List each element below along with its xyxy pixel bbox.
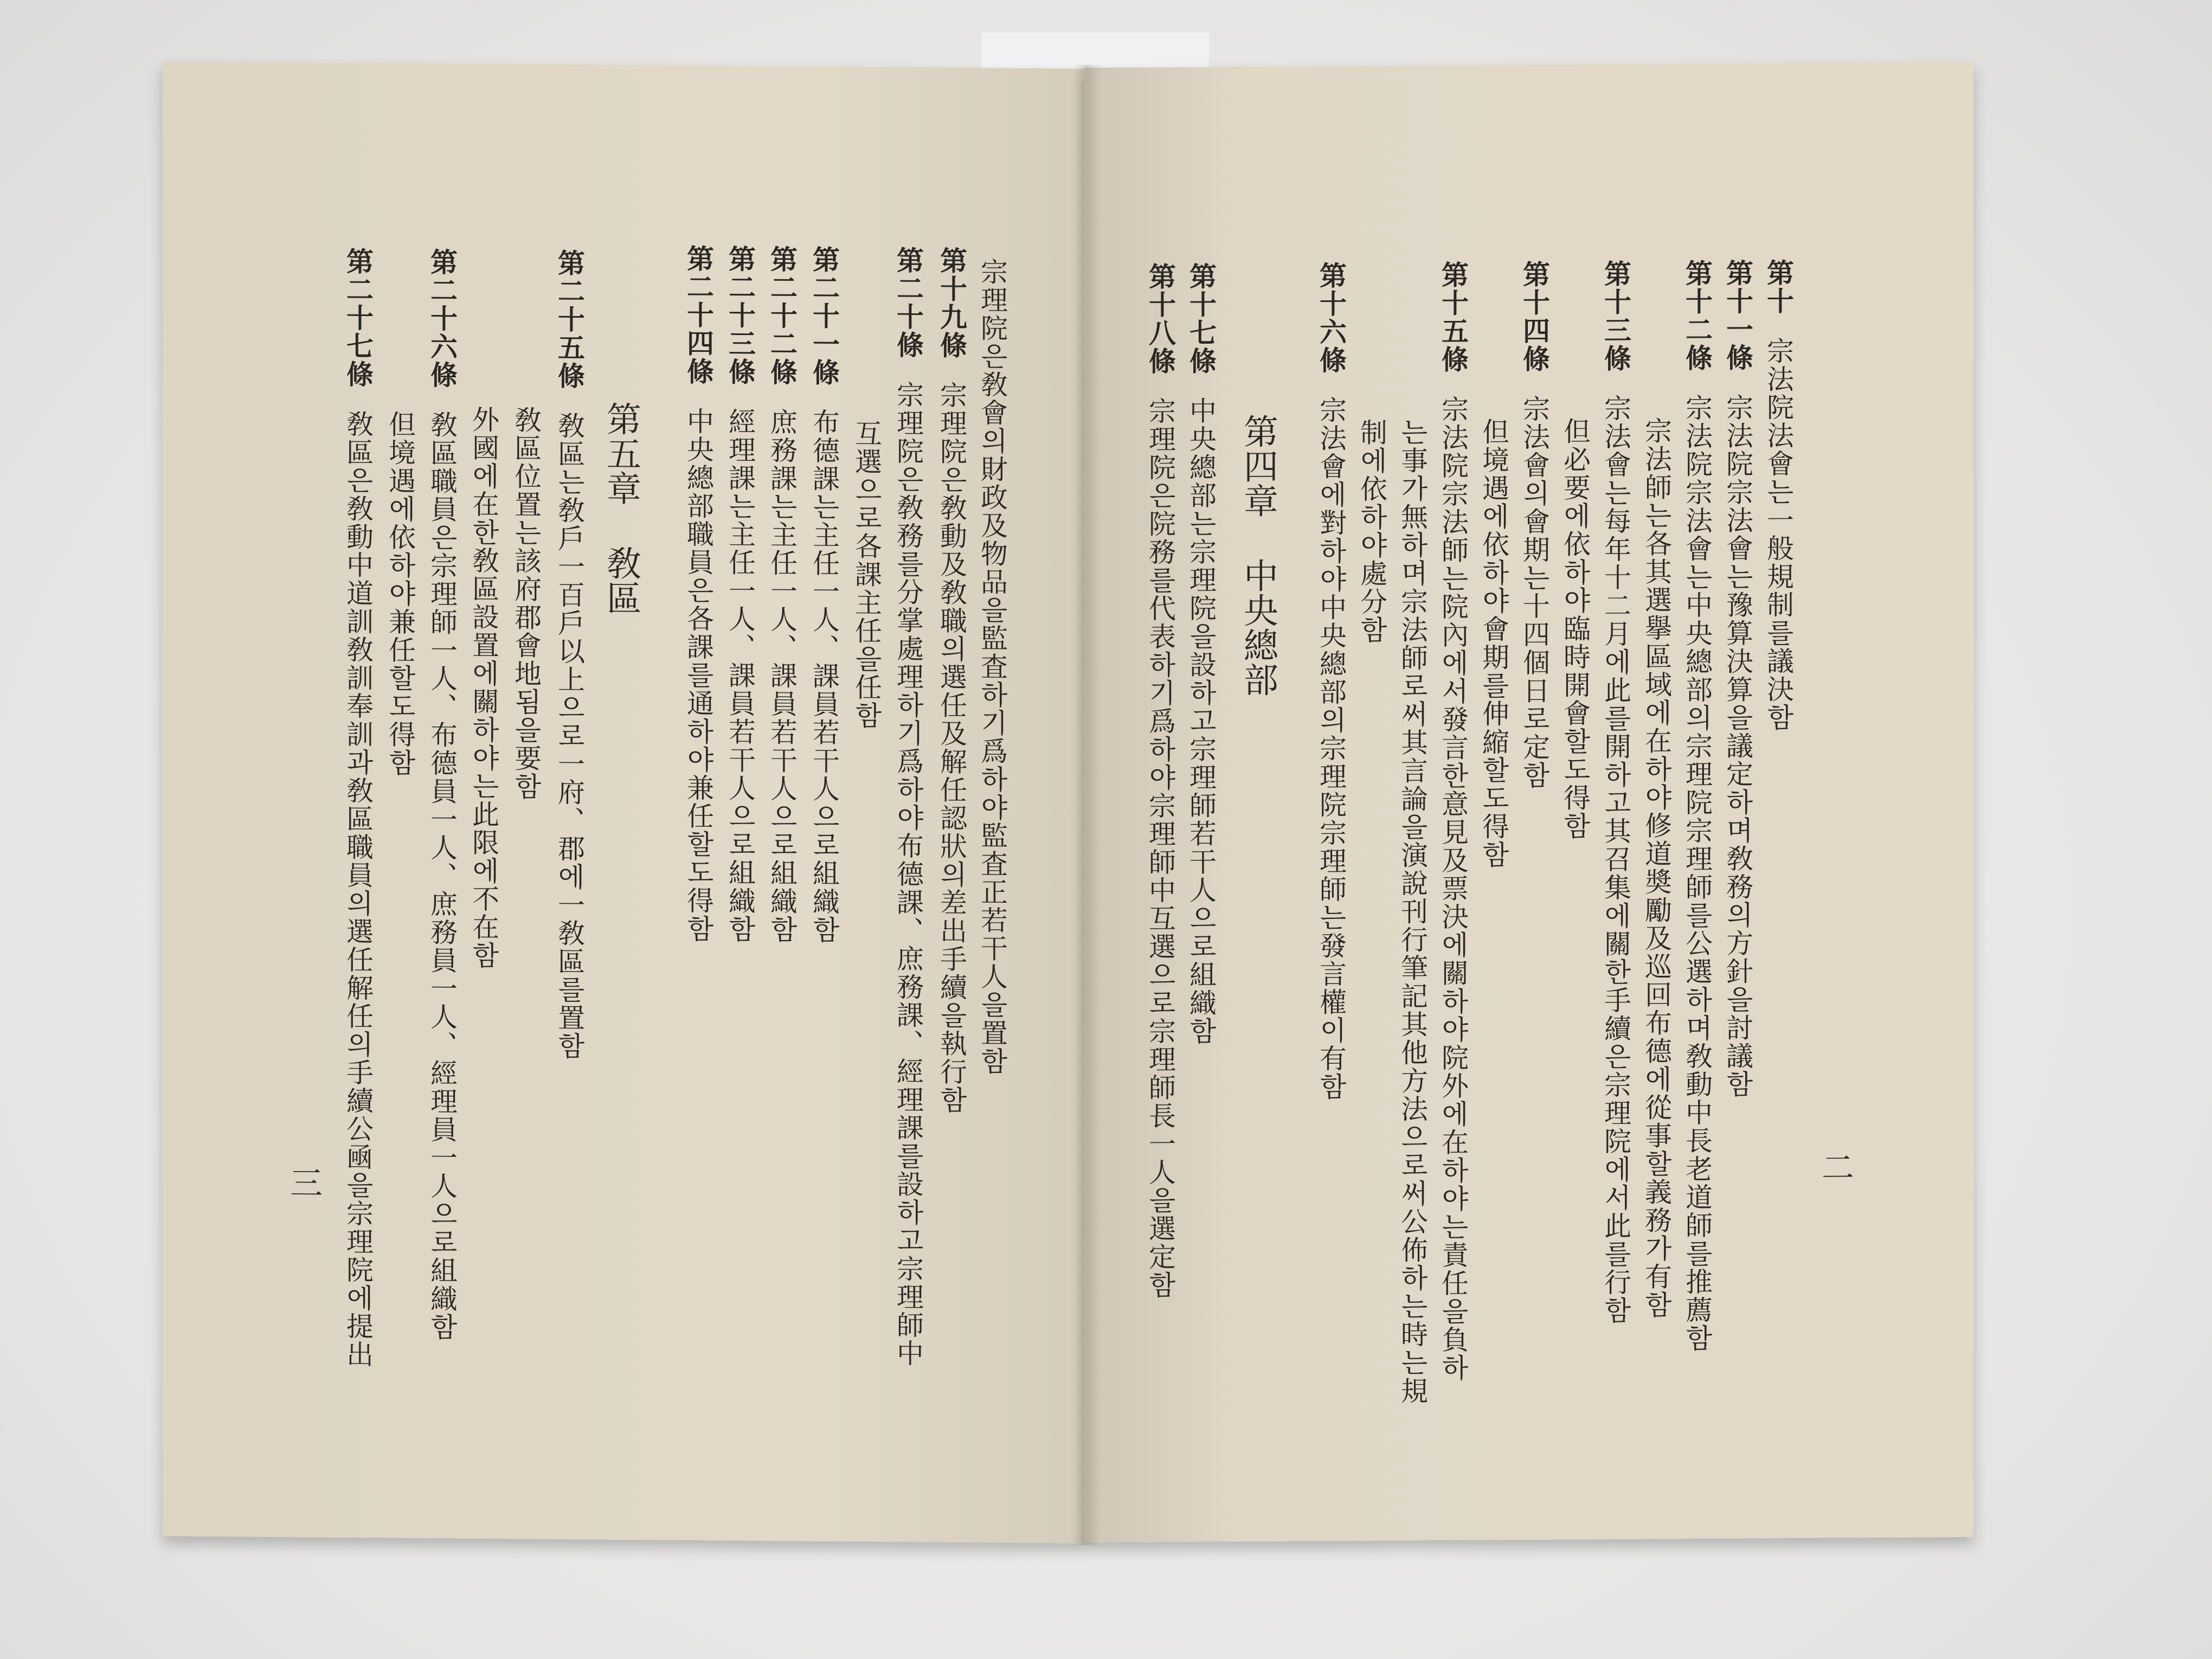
open-book — [163, 65, 1973, 1551]
text-column: 宗理院은敎會의財政及物品을監査하기爲하야監査正若干人을置함 — [976, 258, 1008, 1076]
right-page — [1084, 62, 1973, 1542]
page-number: 三 — [290, 1165, 323, 1203]
text-column: 但境遇에依하야兼任할도得함 — [384, 410, 416, 777]
text-column: 第二十二條庶務課는主任一人、課員若干人으로組織함 — [766, 245, 798, 944]
left-page — [163, 61, 1084, 1543]
chapter-heading: 第五章 敎區 — [601, 401, 641, 615]
text-column: 는事가無하며宗法師로써其言論을演說刊行筆記其他方法으로써公佈하는時는規 — [1397, 418, 1428, 1405]
text-column: 但境遇에依하야會期를伸縮할도得함 — [1478, 417, 1509, 869]
book-gutter — [1073, 65, 1101, 1545]
text-column: 第十五條宗法院宗法師는院內에서發言한意見及票決에關하야院外에在하야는責任을負하 — [1437, 260, 1469, 1382]
text-column: 第十七條中央總部는宗理院을設하고宗理師若干人으로組織함 — [1185, 262, 1217, 1045]
text-column: 互選으로各課主任을任함 — [851, 419, 882, 730]
text-column: 第十九條宗理院은敎動及敎職의選任及解任認狀의差出手續을執行함 — [936, 246, 968, 1114]
text-column: 第十宗法院法會는一般規制를議決함 — [1763, 259, 1795, 732]
text-column: 第十六條宗法會에對하야中央總部의宗理院宗理師는發言權이有함 — [1315, 261, 1347, 1101]
text-column: 第十八條宗理院은院務를代表하기爲하야宗理師中互選으로宗理師長一人을選定함 — [1144, 262, 1176, 1300]
page-number: 二 — [1822, 1149, 1854, 1187]
text-column: 敎區位置는該府郡會地됨을要함 — [510, 406, 542, 801]
text-column: 第二十三條經理課는主任一人、課員若干人으로組織함 — [724, 245, 756, 943]
text-column: 第二十條宗理院은敎務를分掌處理하기爲하야布德課、庶務課、經理課를設하고宗理師中 — [892, 246, 924, 1368]
text-column: 第十一條宗法院宗法會는豫算決算을議定하며敎務의方針을討議함 — [1722, 259, 1754, 1098]
text-column: 第二十七條敎區은敎動中道訓敎訓奉訓과敎區職員의選任解任의手續公凾을宗理院에提出 — [342, 247, 374, 1369]
text-column: 第二十一條布德課는主任一人、課員若干人으로組織함 — [808, 245, 840, 944]
text-column: 制에依하야處分함 — [1356, 418, 1387, 644]
text-column: 第二十四條中央總部職員은各課를通하야兼任할도得함 — [683, 244, 715, 943]
text-column: 第十二條宗法院宗法會는中央總部의宗理院宗理師를公選하며敎動中長老道師를推薦함 — [1681, 259, 1713, 1353]
text-column: 第十三條宗法會는每年十二月에此를開하고其召集에關한手續은宗理院에서此를行함 — [1600, 259, 1632, 1325]
text-column: 第二十五條敎區는敎戶一百戶以上으로一府、郡에一敎區를置함 — [554, 248, 586, 1060]
text-column: 宗法師는各其選擧區域에在하야修道奬勵及巡回布德에從事할義務가有함 — [1641, 416, 1672, 1319]
text-column: 但必要에依하야臨時開會할도得함 — [1559, 417, 1591, 840]
chapter-heading: 第四章 中央總部 — [1238, 413, 1278, 697]
text-column: 外國에在한敎區設置에關하야는此限에不在함 — [468, 405, 499, 970]
text-column: 第十四條宗法會의會期는十四個日로定함 — [1519, 260, 1551, 790]
text-column: 第二十六條敎區職員은宗理師一人、布德員一人、庶務員一人、經理員一人으로組織함 — [426, 248, 458, 1341]
